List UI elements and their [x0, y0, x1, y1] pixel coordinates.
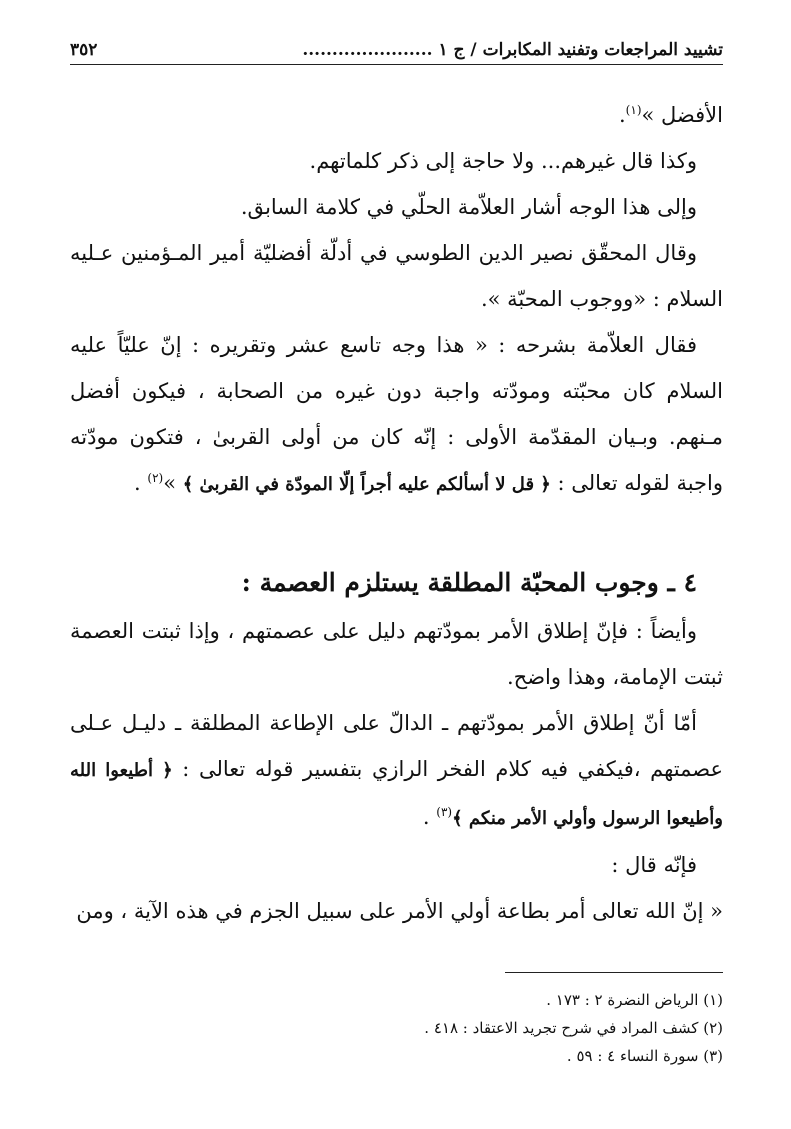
paragraph-quote: « إنّ الله تعالى أمر بطاعة أولي الأمر على سبيل الجزم في هذه الآية ، ومن	[76, 899, 723, 923]
sharh-text: فقال العلاّمة بشرحه : « هذا وجه تاسع عشر وتقريره : إنّ عليّاً عليه السلام كان محبّته ومودّته واجبة دون غيره من الصحابة ، فيكون أفضل مـنهم. وبـيان المقدّمة الأولى : إنّه كان من أولى القربىٰ ، فتكون مودّته واجبة لقوله تعالى :	[70, 333, 723, 495]
paragraph-razi	[70, 700, 723, 842]
razi-dot: .	[422, 805, 437, 829]
page-number: ٣٥٢	[70, 40, 98, 60]
running-title	[302, 40, 723, 60]
paragraph-allama-hilli: وإلى هذا الوجه أشار العلاّمة الحلّي في كلامة السابق.	[240, 195, 697, 219]
sharh-close: »	[163, 471, 183, 495]
book-page	[70, 0, 723, 1129]
paragraph-he-said: فإنّه قال :	[611, 853, 697, 877]
footnote-ref-3: (٣)	[436, 805, 453, 819]
running-title-text: تشييد المراجعات وتفنيد المكابرات / ج ١	[438, 40, 723, 60]
footnote-1: (١) الرياض النضرة ٢ : ١٧٣ .	[546, 991, 723, 1009]
quran-verse-mawadda: ﴿ قل لا أسألكم عليه أجراً إلّا المودّة في القربىٰ ﴾	[182, 474, 551, 495]
continuation-end: .	[618, 103, 626, 127]
razi-text: أمّا أنّ إطلاق الأمر بمودّتهم ـ الدالّ على الإطاعة المطلقة ـ دليـل عـلى عصمتهم ،فيكفي فيه كلام الفخر الرازي بتفسير قوله تعالى :	[70, 711, 724, 781]
page-header	[70, 34, 723, 65]
footnote-ref-1: (١)	[625, 103, 642, 117]
footnotes	[70, 986, 723, 1070]
continuation-text: الأفضل »	[641, 103, 723, 127]
main-text	[70, 92, 723, 934]
footnote-ref-2: (٢)	[147, 471, 164, 485]
paragraph-continuation	[70, 92, 723, 138]
paragraph-sharh	[70, 322, 723, 508]
quran-verse-obedience: ﴿ أطيعوا الله وأطيعوا الرسول وأولي الأمر منكم ﴾	[70, 760, 723, 829]
sharh-dot: .	[134, 471, 148, 495]
paragraph-ismah: وأيضاً : فإنّ إطلاق الأمر بمودّتهم دليل على عصمتهم ، وإذا ثبتت العصمة ثبتت الإمامة، وهذا واضح.	[70, 619, 723, 689]
paragraph-tusi: وقال المحقّق نصير الدين الطوسي في أدلّة أفضليّة أمير المـؤمنين عـليه السلام : «ووجوب المحبّة ».	[70, 241, 723, 311]
paragraph-others: وكذا قال غيرهم... ولا حاجة إلى ذكر كلماتهم.	[309, 149, 697, 173]
footnote-2: (٢) كشف المراد في شرح تجريد الاعتقاد : ٤١٨ .	[424, 1019, 723, 1037]
footnote-divider	[505, 972, 723, 973]
section-heading: ٤ ـ وجوب المحبّة المطلقة يستلزم العصمة :	[241, 568, 697, 597]
header-dots: ......................	[302, 40, 433, 60]
footnote-3: (٣) سورة النساء ٤ : ٥٩ .	[566, 1047, 723, 1065]
